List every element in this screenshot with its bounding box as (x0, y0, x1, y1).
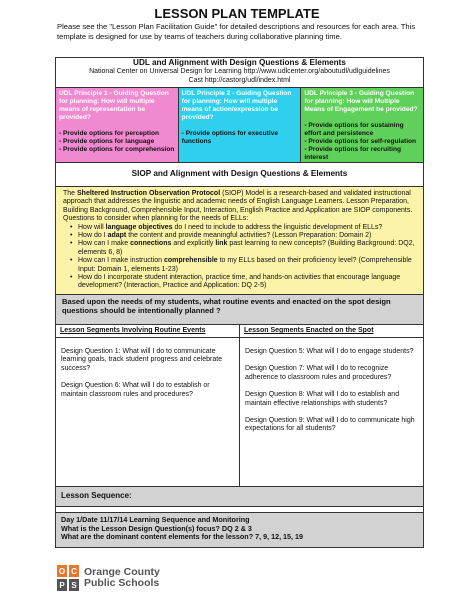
logo-line-1: Orange County (84, 565, 160, 578)
ocps-logo (57, 563, 217, 593)
svg-text:C: C (71, 567, 77, 576)
svg-text:S: S (71, 581, 77, 590)
siop-intro-post: (SIOP) Model is a research-based and validated instructional approach that addresses the linguistic and academic needs of English Language Learners. Lesson Preparation, Building Background, Comprehensible Input, Interaction, English Practice and Application are SIOP components. Questions to consider when planning for the needs of ELLs: (63, 190, 413, 223)
siop-question: • How do I adapt the content and provide meaningful activities? (Lesson Preparation: Domain 2) (70, 232, 418, 240)
udl-heading: UDL and Alignment with Design Questions & Elements (133, 58, 346, 67)
udl-principle-3-title: UDL Principle 3 - Guiding Question for planning: How will Multiple Means of Engagement be provided? (304, 90, 418, 113)
udl-principle-3-item: - Provide options for sustaining effort and persistence (304, 122, 404, 137)
design-question: Design Question 5: What will I do to engage students? (245, 348, 414, 355)
udl-principle-2-item: - Provide options for executive functions (181, 130, 279, 145)
udl-principle-3 (301, 88, 423, 162)
intro-text: Please see the "Lesson Plan Facilitation Guide" for detailed descriptions and resources for each area. This template is designed for use by teams of teachers during collaborative planning time. (57, 22, 416, 41)
siop-question-list (70, 224, 418, 291)
planning-prompt: Based upon the needs of my students, what routine events and enacted on the spot design questions should be intentionally planned ? (55, 295, 424, 325)
design-question: Design Question 8: What will I do to establish and maintain effective relationships with students? (245, 391, 400, 407)
design-question: Design Question 9: What will I do to communicate high expectations for all students? (245, 417, 415, 433)
routine-events-heading: Lesson Segments Involving Routine Events (56, 325, 239, 338)
design-question: Design Question 7: What will I do to recognize adherence to classroom rules and procedures? (245, 365, 392, 381)
design-question: Design Question 1: What will I do to communicate learning goals, track student progress and celebrate success? (61, 348, 223, 372)
day-block (55, 513, 424, 548)
ocps-logo-text (84, 567, 160, 590)
lesson-sequence-heading: Lesson Sequence: (55, 487, 424, 507)
udl-principle-3-item: - Provide options for recruiting interest (304, 146, 402, 161)
udl-principle-1-item: - Provide options for perception (59, 130, 160, 137)
udl-principle-1-item: - Provide options for language (59, 138, 155, 145)
day-line: Day 1/Date 11/17/14 Learning Sequence and Monitoring (61, 515, 250, 524)
udl-principle-2 (179, 88, 302, 162)
udl-source: National Center on Universal Design for Learning http://www.udlcenter.org/aboutudl/udlguidelines (89, 68, 390, 75)
udl-header (55, 57, 424, 88)
udl-principle-3-item: - Provide options for self-regulation (304, 138, 417, 145)
siop-heading: SIOP and Alignment with Design Questions & Elements (55, 163, 424, 187)
content-elements: What are the dominant content elements for the lesson? 7, 9, 12, 15, 19 (61, 532, 304, 542)
logo-line-2: Public Schools (84, 577, 160, 589)
siop-question: • How can I make instruction comprehensible to my ELLs based on their proficiency level? (Comprehensible Input: Domain 1, elements 1-23) (70, 257, 418, 274)
focus-question: What is the Lesson Design Question(s) focus? DQ 2 & 3 (61, 523, 252, 533)
lesson-segments (55, 325, 424, 487)
udl-principle-1-title: UDL Principle 1 - Guiding Question for planning: How will multiple means of representation be provided? (59, 90, 169, 121)
udl-principle-1-item: - Provide options for comprehension (59, 146, 175, 153)
svg-text:P: P (59, 581, 65, 590)
siop-intro-bold: Sheltered Instruction Observation Protocol (77, 190, 221, 197)
udl-cast-link[interactable]: Cast http://castorg/udl/index.html (188, 76, 291, 84)
udl-principle-1 (56, 88, 179, 162)
siop-question: • How will language objectives do I need to include to address the linguistic development of ELLs? (70, 224, 418, 232)
on-the-spot-column (240, 325, 423, 486)
design-question: Design Question 6: What will I do to establish or maintain classroom rules and procedures? (61, 382, 210, 398)
routine-events-column (56, 325, 240, 486)
udl-principles-row (55, 88, 424, 163)
siop-question: • How can I make connections and explicitly link past learning to new concepts? (Building Background: DQ2, elements 6, 8) (70, 240, 418, 257)
siop-intro-pre: The (63, 190, 78, 197)
siop-intro (63, 190, 418, 224)
page-title: LESSON PLAN TEMPLATE (154, 6, 320, 21)
siop-body (55, 187, 424, 295)
udl-principle-2-title: UDL Principle 2 - Guiding Question for planning: How will multiple means of action/expression be provided? (181, 90, 292, 121)
ocps-logo-mark (57, 565, 79, 591)
siop-question: • How do I incorporate student interaction, practice time, and hands-on activities that encourage language development? (Interaction, Practice and Application: DQ 2-5) (70, 274, 418, 291)
svg-text:O: O (58, 567, 66, 576)
on-the-spot-heading: Lesson Segments Enacted on the Spot (240, 325, 423, 338)
